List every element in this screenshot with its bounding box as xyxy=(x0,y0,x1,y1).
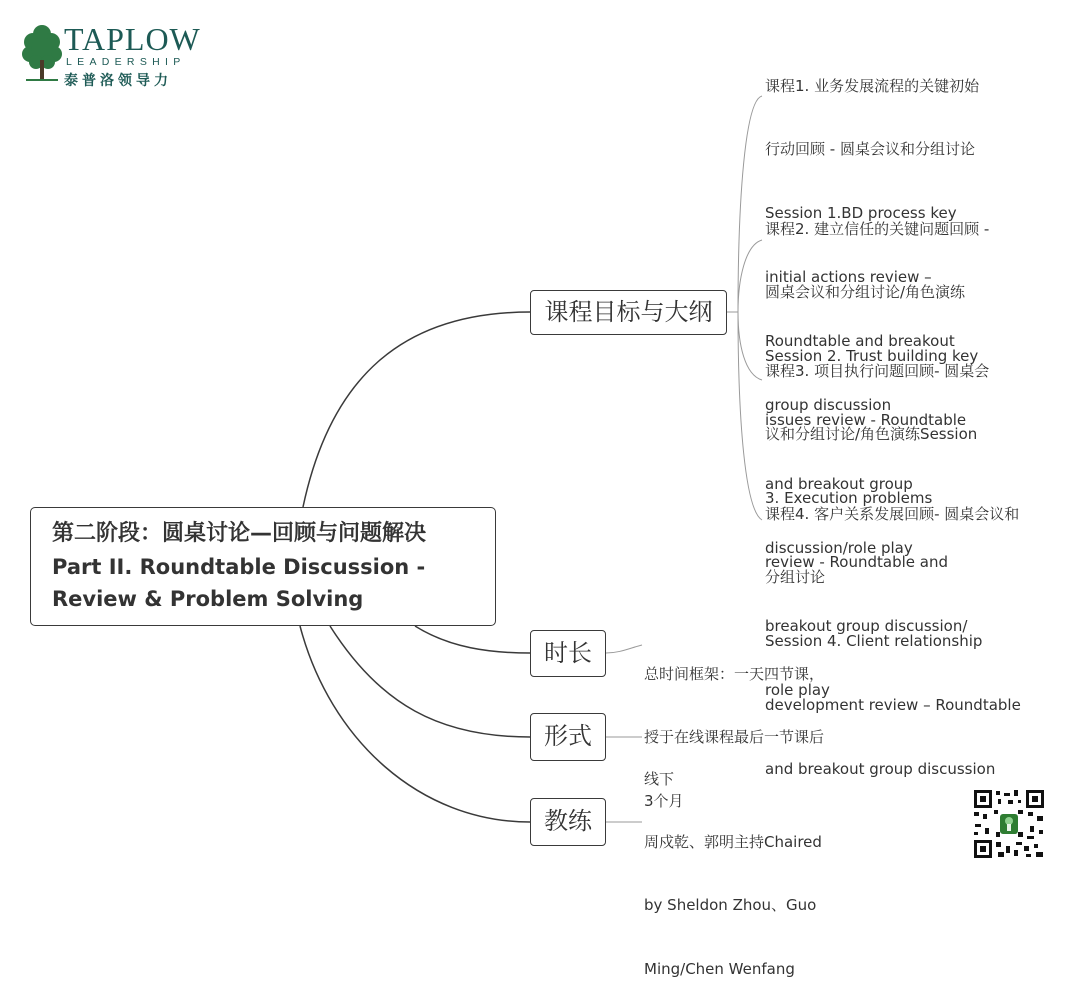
leaf-line: 3个月 xyxy=(644,792,684,811)
leaf-line: and breakout group xyxy=(765,475,913,494)
leaf-line: 课程3. 项目执行问题回顾- 圆桌会 xyxy=(765,361,990,380)
brand-chinese-name: 泰普洛领导力 xyxy=(64,73,172,89)
leaf-line: initial actions review – xyxy=(765,268,932,287)
leaf-line: 线下 xyxy=(644,769,675,788)
leaf-line: review - Roundtable and xyxy=(765,553,948,572)
leaf-line: Session 2. Trust building key xyxy=(765,347,979,366)
root-title-english-line2: Review & Problem Solving xyxy=(52,587,364,611)
leaf-line: Session 4. Client relationship xyxy=(765,632,983,651)
branch-course-outline[interactable]: 课程目标与大纲 xyxy=(530,290,727,335)
leaf-line: issues review - Roundtable xyxy=(765,411,967,430)
leaf-line: 3. Execution problems xyxy=(765,489,933,508)
leaf-line: development review – Roundtable xyxy=(765,696,1021,715)
leaf-line: Ming/Chen Wenfang xyxy=(644,960,795,979)
leaf-line: breakout group discussion/ xyxy=(765,617,968,636)
leaf-line: 议和分组讨论/角色演练Session xyxy=(765,425,978,444)
leaf-line: 课程2. 建立信任的关键问题回顾 - xyxy=(765,219,990,238)
leaf-line: group discussion xyxy=(765,396,892,415)
leaf-line: 授于在线课程最后一节课后 xyxy=(644,728,825,747)
leaf-line: 行动回顾 - 圆桌会议和分组讨论 xyxy=(765,140,975,159)
branch-coach[interactable]: 教练 xyxy=(530,798,606,846)
leaf-line: discussion/role play xyxy=(765,539,913,558)
taplow-logo xyxy=(22,20,212,90)
leaf-line: 课程4. 客户关系发展回顾- 圆桌会议和 xyxy=(765,504,1020,523)
brand-tagline: LEADERSHIP xyxy=(66,56,186,68)
leaf-line: 分组讨论 xyxy=(765,568,826,587)
leaf-line: 圆桌会议和分组讨论/角色演练 xyxy=(765,283,966,302)
leaf-coach[interactable] xyxy=(644,789,822,1002)
leaf-line: 总时间框架：一天四节课， xyxy=(644,664,825,683)
leaf-line: and breakout group discussion xyxy=(765,760,996,779)
root-title-chinese: 第二阶段：圆桌讨论—回顾与问题解决 xyxy=(52,521,427,546)
leaf-line: 周戍乾、郭明主持Chaired xyxy=(644,832,822,851)
brand-name: TAPLOW xyxy=(64,21,201,57)
leaf-line: by Sheldon Zhou、Guo xyxy=(644,896,817,915)
tree-icon xyxy=(22,22,62,84)
leaf-line: 课程1. 业务发展流程的关键初始 xyxy=(765,76,980,95)
leaf-line: Session 1.BD process key xyxy=(765,204,957,223)
leaf-line: Roundtable and breakout xyxy=(765,332,955,351)
qr-code-icon[interactable] xyxy=(972,788,1046,860)
branch-format[interactable]: 形式 xyxy=(530,713,606,761)
branch-duration[interactable]: 时长 xyxy=(530,630,606,677)
root-title-english-line1: Part II. Roundtable Discussion - xyxy=(52,555,426,579)
root-topic[interactable] xyxy=(30,507,496,626)
leaf-line: role play xyxy=(765,681,830,700)
